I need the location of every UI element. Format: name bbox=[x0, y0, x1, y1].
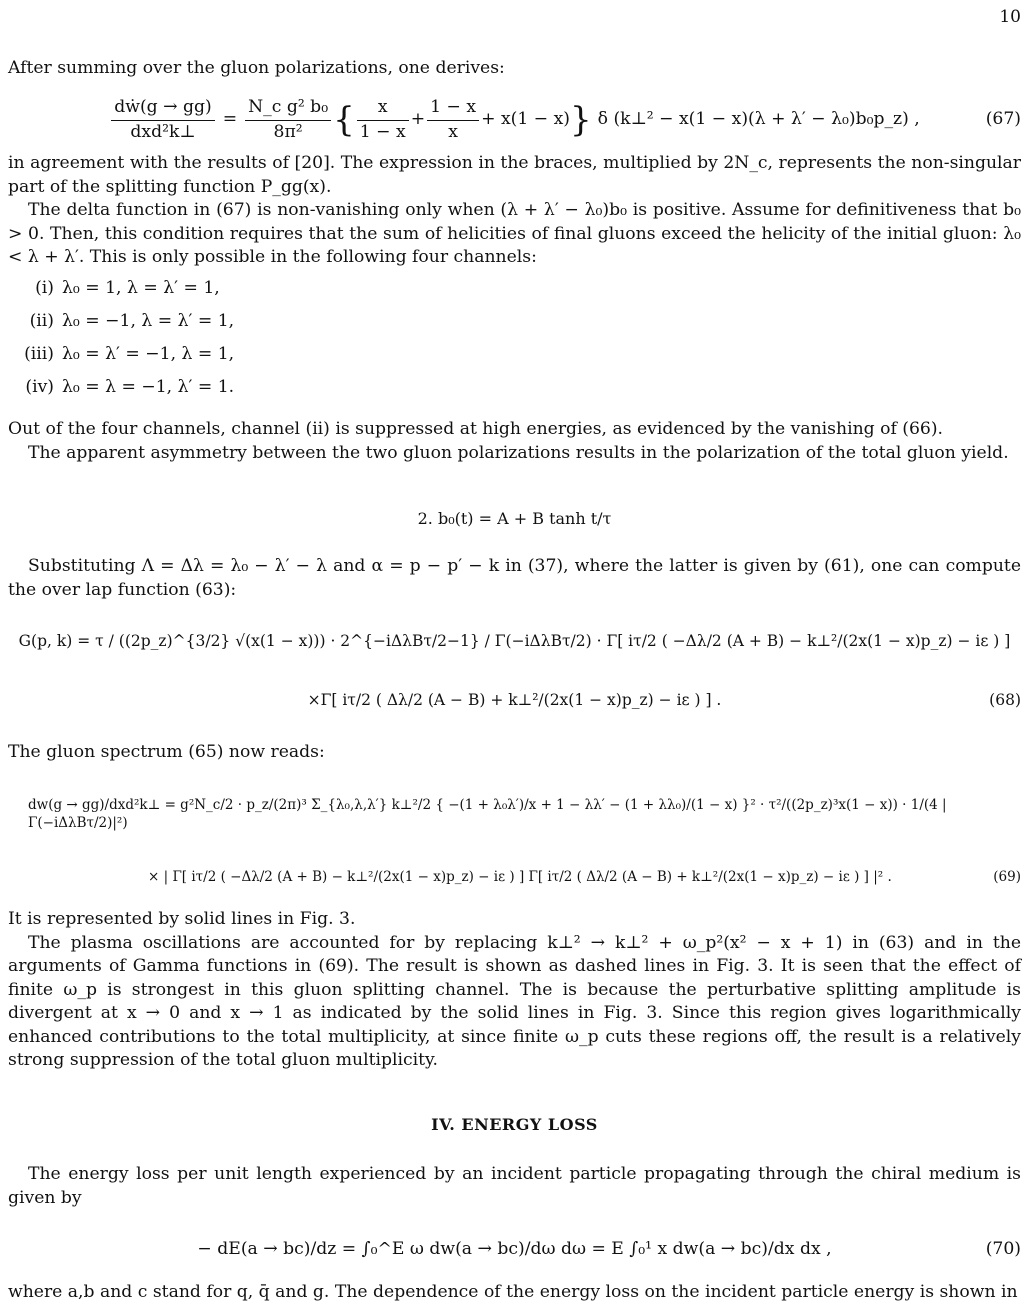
para6-text: Substituting Λ = Δλ = λ₀ − λ′ − λ and α = p − p′ − k in (37), where the latter is given by (61), one can compute the over lap function (63): bbox=[8, 556, 1021, 600]
eq67-coef: $\frac{\text{N\_c g² b₀}}{\text{8π²}}$ bbox=[245, 96, 331, 144]
paragraph-4 bbox=[8, 418, 1021, 465]
equation-69-line2: × | Γ[ iτ/2 ( −Δλ/2 (A + B) − k⊥²/(2x(1 − x)p_z) − iε ) ] Γ[ iτ/2 ( Δλ/2 (A − B) + k⊥²/(2x(1 − x)p_z) − iε ) ] |² . (69) bbox=[148, 869, 1021, 885]
list-item: (iv) λ₀ = λ = −1, λ′ = 1. bbox=[25, 377, 235, 397]
eq69-number: (69) bbox=[993, 869, 1021, 885]
equation-70: − dE(a → bc)/dz = ∫₀^E ω dw(a → bc)/dω dω = E ∫₀¹ x dw(a → bc)/dx dx , (70) bbox=[8, 1225, 1021, 1275]
list-item: (iii) λ₀ = λ′ = −1, λ = 1, bbox=[24, 344, 235, 364]
eq67-delta: δ (k⊥² − x(1 − x)(λ + λ′ − λ₀)b₀p_z) , bbox=[597, 109, 920, 130]
eq67-number: (67) bbox=[985, 109, 1021, 130]
paragraph-2 bbox=[8, 152, 1021, 270]
page-number: 10 bbox=[999, 7, 1021, 27]
equation-69-line1: dw(g → gg)/dxd²k⊥ = g²N_c/2 · p_z/(2π)³ Σ_{λ₀,λ,λ′} k⊥²/2 { −(1 + λ₀λ′)/x + 1 − λλ′ − (1 + λλ₀)/(1 − x) }² · τ²/((2p_z)³x(1 − x)) · 1/(4 |Γ(−iΔλBτ/2)|²) bbox=[28, 797, 947, 831]
para11-text: where a,b and c stand for q, q̄ and g. The dependence of the energy loss on the incident particle energy is shown in bbox=[8, 1282, 1018, 1302]
equation-68-line1: G(p, k) = τ / ((2p_z)^{3/2} √(x(1 − x))) · 2^{−iΔλBτ/2−1} / Γ(−iΔλBτ/2) · Γ[ iτ/2 ( −Δλ/2 (A + B) − k⊥²/(2x(1 − x)p_z) − iε ) ] bbox=[18, 632, 1011, 651]
para1-text: After summing over the gluon polarizations, one derives: bbox=[8, 58, 505, 78]
subsection-heading: 2. b₀(t) = A + B tanh t/τ bbox=[417, 509, 612, 528]
channel-list bbox=[8, 277, 234, 409]
list-item: (ii) λ₀ = −1, λ = λ′ = 1, bbox=[29, 311, 235, 331]
list-item: (i) λ₀ = 1, λ = λ′ = 1, bbox=[35, 278, 220, 298]
para2-text: in agreement with the results of [20]. The expression in the braces, multiplied by 2N_c, represents the non-singular part of the splitting function P_gg(x). bbox=[8, 153, 1021, 197]
paragraph-11 bbox=[8, 1281, 1021, 1305]
para4-text: Out of the four channels, channel (ii) is suppressed at high energies, as evidenced by the vanishing of (66). bbox=[8, 419, 944, 439]
eq68-number: (68) bbox=[989, 691, 1021, 710]
paragraph-6 bbox=[8, 555, 1021, 602]
section-heading: IV. ENERGY LOSS bbox=[431, 1115, 598, 1134]
paragraph-7 bbox=[8, 741, 1021, 765]
paragraph-10 bbox=[8, 1163, 1021, 1210]
para5-text: The apparent asymmetry between the two gluon polarizations results in the polarization of the total gluon yield. bbox=[28, 442, 1009, 463]
para3-text: The delta function in (67) is non-vanishing only when (λ + λ′ − λ₀)b₀ is positive. Assume for definitiveness that b₀ > 0. Then, this condition requires that the sum of helicities of final gluons exceed the helicity of the initial gluon: λ₀ < λ + λ′. This is only possible in the following four channels: bbox=[8, 200, 1021, 267]
paragraph-8 bbox=[8, 908, 1021, 1073]
para8-text: It is represented by solid lines in Fig. 3. bbox=[8, 909, 356, 929]
paragraph-1 bbox=[8, 57, 1021, 81]
para7-text: The gluon spectrum (65) now reads: bbox=[8, 742, 325, 762]
equation-68-line2: ×Γ[ iτ/2 ( Δλ/2 (A − B) + k⊥²/(2x(1 − x)p_z) − iε ) ] . (68) bbox=[8, 676, 1021, 726]
para10-text: The energy loss per unit length experienced by an incident particle propagating through the chiral medium is given by bbox=[8, 1164, 1021, 1208]
para9-text: The plasma oscillations are accounted for by replacing k⊥² → k⊥² + ω_p²(x² − x + 1) in (63) and in the arguments of Gamma functions in (69). The result is shown as dashed lines in Fig. 3. It is seen that the effect of finite ω_p is strongest in this gluon splitting channel. The is because the perturbative splitting amplitude is divergent at x → 0 and x → 1 as indicated by the solid lines in Fig. 3. Since this region gives logarithmically enhanced contributions to the total multiplicity, at since finite ω_p cuts these regions off, the result is a relatively strong suppression of the total gluon multiplicity. bbox=[8, 932, 1021, 1070]
equation-67: $\frac{\text{dẇ(g → gg)}}{\text{dxd²k⊥}}$ = $\frac{\text{N\_c g² b₀}}{\text{8π²}}$ { $\frac{x}{1 - x}$ + $\frac{1 - x}{x}$ + x(1 − x) } δ (k⊥² − x(1 − x)(λ + λ′ − λ₀)b₀p_z) , (67) bbox=[8, 92, 1021, 148]
eq67-lhs: $\frac{\text{dẇ(g → gg)}}{\text{dxd²k⊥}}$ bbox=[111, 96, 214, 144]
eq70-number: (70) bbox=[985, 1239, 1021, 1260]
